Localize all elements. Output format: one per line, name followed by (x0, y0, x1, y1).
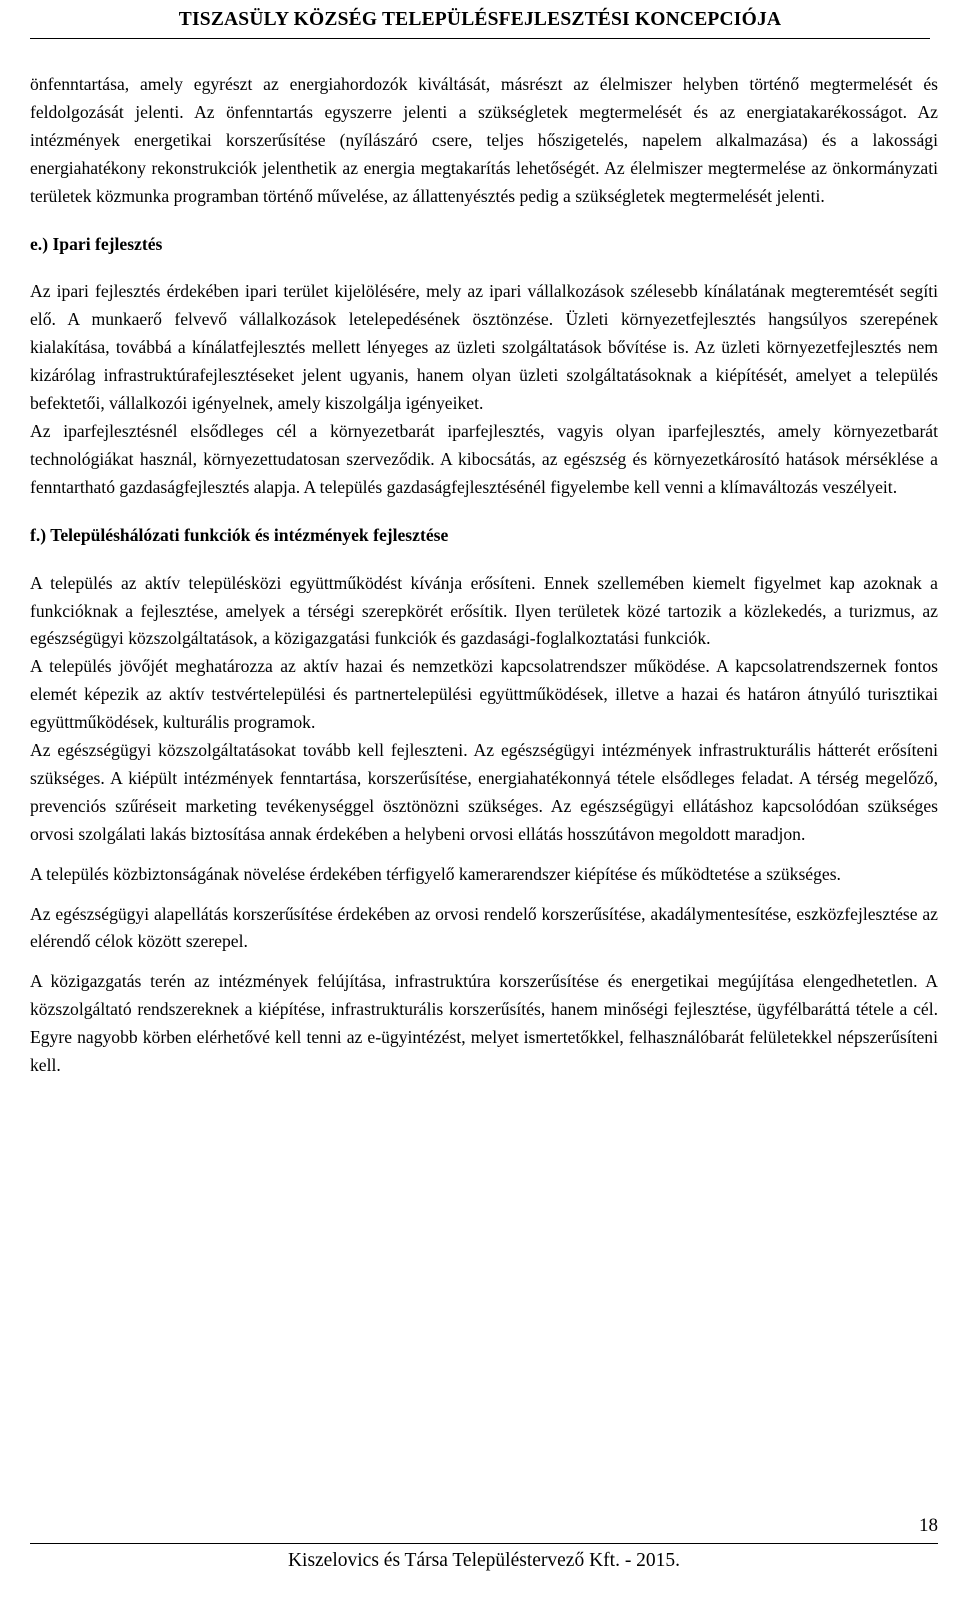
document-footer (30, 1543, 938, 1574)
page-number: 18 (919, 1515, 938, 1536)
paragraph-e1: Az ipari fejlesztés érdekében ipari terület kijelölésére, mely az ipari vállalkozások szélesebb kínálatának megteremtését segíti elő. A munkaerő felvevő vállalkozások letelepedésének ösztönzése. Üzleti környezetfejlesztés hangsúlyos szerepének kialakítása, továbbá a kínálatfejlesztés mellett lényeges az üzleti szolgáltatások bővítése is. Az üzleti környezetfejlesztés nem kizárólag infrastruktúrafejlesztéseket jelent ugyanis, hanem olyan üzleti szolgáltatásoknak a kiépítését, amelyet a település befektetői, vállalkozói igényelnek, amely kiszolgálja igényeiket. (30, 281, 938, 414)
document-header (30, 2, 930, 39)
paragraph-f2: A település jövőjét meghatározza az aktív hazai és nemzetközi kapcsolatrendszer működése. A kapcsolatrendszernek fontos elemét képezik az aktív testvértelepülési és partnertelepülési együttműködések, illetve a hazai és határon átnyúló turisztikai együttműködések, kulturális programok. (30, 656, 938, 733)
section-heading-f: f.) Településhálózati funkciók és intézmények fejlesztése (30, 524, 449, 545)
paragraph-f4: A település közbiztonságának növelése érdekében térfigyelő kamerarendszer kiépítése és működtetése a szükséges. (30, 863, 841, 884)
paragraph-f6: A közigazgatás terén az intézmények felújítása, infrastruktúra korszerűsítése és energetikai megújítása elengedhetetlen. A közszolgáltató rendszereknek a kiépítése, infrastrukturális korszerűsítés, hanem minőségi fejlesztése, ügyfélbaráttá tétele a cél. Egyre nagyobb körben elérhetővé kell tenni az e-ügyintézést, melyet ismertetőkkel, felhasználóbarát felületekkel népszerűsíteni kell. (30, 971, 938, 1076)
footer-text: Kiszelovics és Társa Településtervező Kft. - 2015. (287, 1550, 681, 1571)
paragraph-intro: önfenntartása, amely egyrészt az energiahordozók kiváltását, másrészt az élelmiszer helyben történő megtermelését és feldolgozását jelenti. Az önfenntartás egyszerre jelenti a szükségletek megtermelését és az energiatakarékosságot. Az intézmények energetikai korszerűsítése (nyílászáró csere, teljes hőszigetelés, napelem alkalmazása) és a lakossági energiahatékony rekonstrukciók jelenthetik az energia megtakarítás lehetőségét. Az élelmiszer megtermelése az önkormányzati területek közmunka programban történő művelése, az állattenyésztés pedig a szükségletek megtermelését jelenti. (30, 74, 938, 206)
paragraph-e2: Az iparfejlesztésnél elsődleges cél a környezetbarát iparfejlesztés, vagyis olyan iparfejlesztés, amely környezetbarát technológiákat használ, környezettudatosan szerveződik. A kibocsátás, az egészség és környezetkárosító hatások mérséklése a fenntartható gazdaságfejlesztés alapja. A település gazdaságfejlesztésénél figyelembe kell venni a klímaváltozás veszélyeit. (30, 420, 938, 497)
section-heading-e: e.) Ipari fejlesztés (30, 233, 163, 254)
document-body (30, 71, 938, 1080)
document-title: TISZASÜLY KÖZSÉG TELEPÜLÉSFEJLESZTÉSI KONCEPCIÓJA (178, 9, 782, 30)
paragraph-f3: Az egészségügyi közszolgáltatásokat tovább kell fejleszteni. Az egészségügyi intézmények infrastrukturális hátterét erősíteni szükséges. A kiépült intézmények fenntartása, korszerűsítése, energiahatékonnyá tétele elsődleges feladat. A térség megelőző, prevenciós szűréseit marketing tevékenységgel ösztönözni szükséges. Az egészségügyi ellátáshoz kapcsolódóan szükséges orvosi szolgálati lakás biztosítása annak érdekében a helybeni orvosi ellátás hosszútávon megoldott maradjon. (30, 740, 938, 844)
paragraph-f1: A település az aktív településközi együttműködést kívánja erősíteni. Ennek szellemében kiemelt figyelmet kap azoknak a funkcióknak a fejlesztése, amelyek a térségi szerepkörét erősítik. Ilyen területek közé tartozik a közlekedés, a turizmus, az egészségügyi közszolgáltatások, a közigazgatási funkciók és gazdasági-foglalkoztatási funkciók. (30, 572, 938, 649)
paragraph-f5: Az egészségügyi alapellátás korszerűsítése érdekében az orvosi rendelő korszerűsítése, akadálymentesítése, eszközfejlesztése az elérendő célok között szerepel. (30, 903, 938, 952)
